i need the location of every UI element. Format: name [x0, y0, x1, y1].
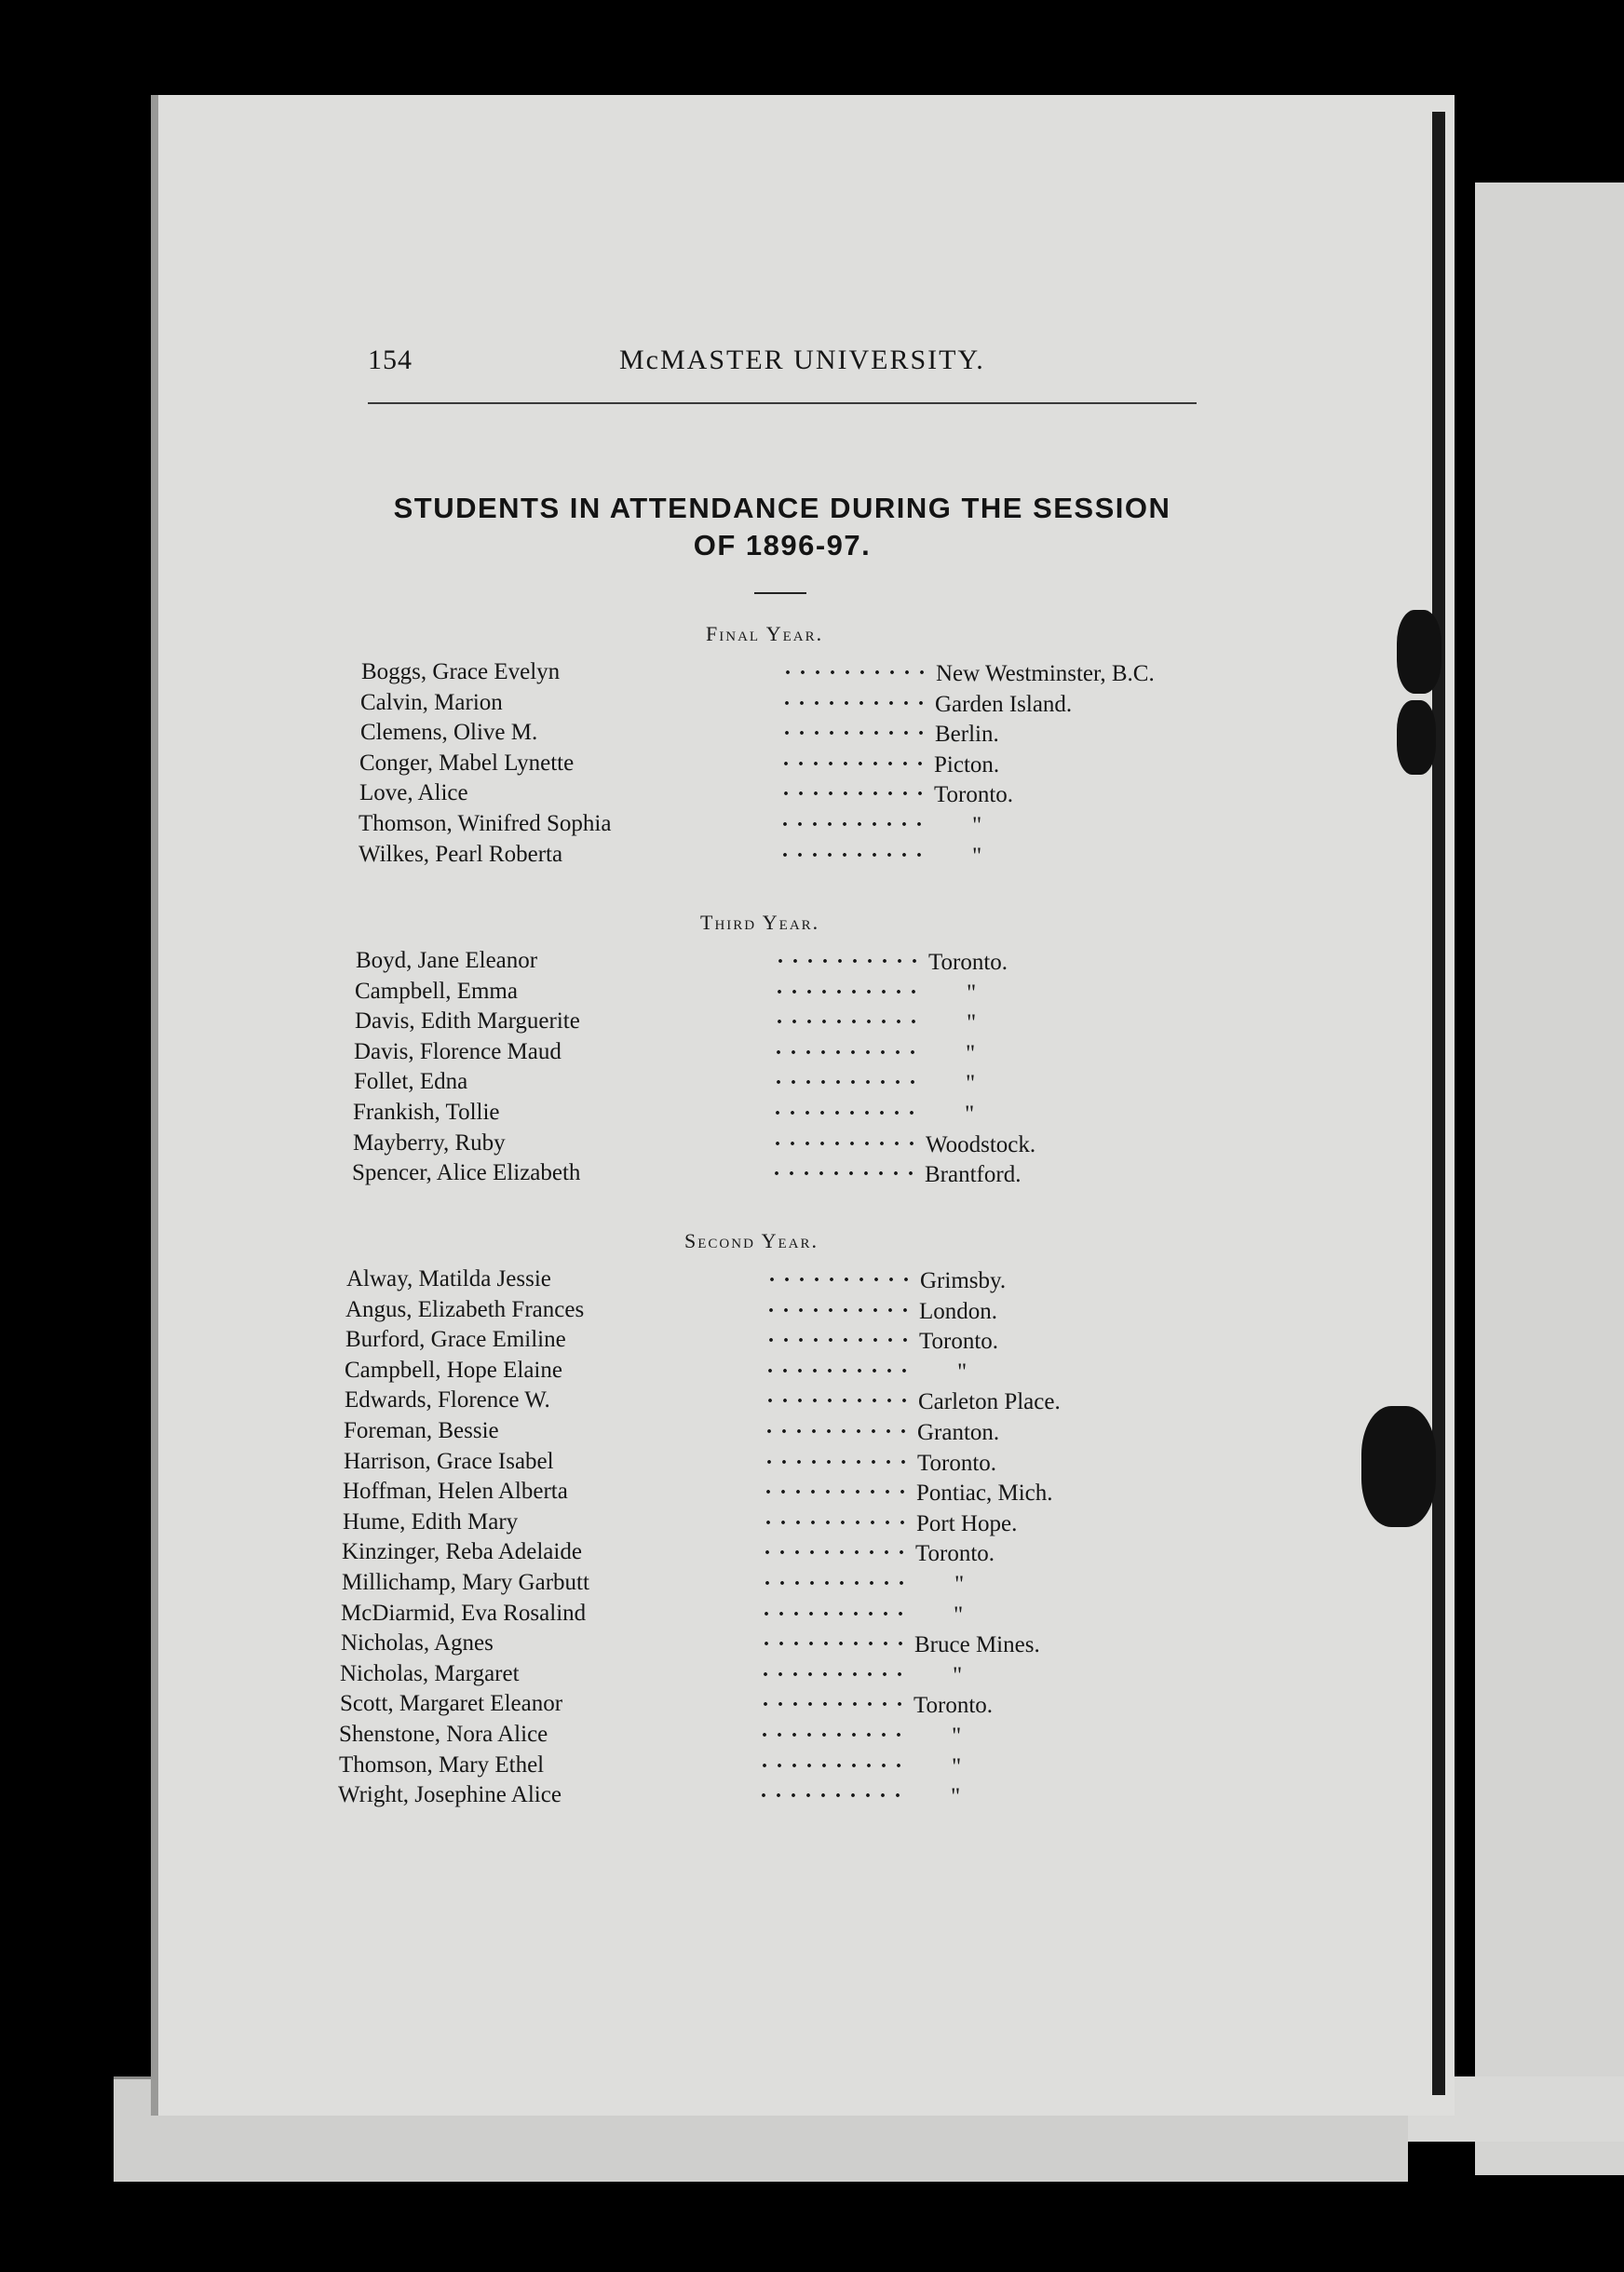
- list-item: [338, 1778, 1201, 1812]
- student-name: Campbell, Hope Elaine: [345, 1357, 562, 1383]
- list-item: [355, 974, 1201, 1008]
- dot-leader: . . . . . . . . . .: [768, 1292, 910, 1318]
- student-hometown: Garden Island.: [935, 691, 1073, 717]
- list-item: [343, 1505, 1201, 1539]
- student-hometown: Grimsby.: [920, 1268, 1007, 1293]
- student-name: Kinzinger, Reba Adelaide: [342, 1539, 582, 1565]
- list-item: [345, 1384, 1201, 1417]
- student-name: Burford, Grace Emiline: [345, 1327, 566, 1353]
- student-hometown: Berlin.: [935, 722, 999, 748]
- student-name: Thomson, Winifred Sophia: [359, 811, 612, 836]
- list-item: [341, 1627, 1201, 1660]
- student-name: Conger, Mabel Lynette: [359, 750, 575, 776]
- dot-leader: . . . . . . . . . .: [777, 974, 918, 999]
- dot-leader: . . . . . . . . . .: [761, 1778, 902, 1804]
- student-hometown: ": [951, 1784, 961, 1810]
- list-item: [340, 1657, 1201, 1691]
- dot-leader: . . . . . . . . . .: [785, 656, 927, 680]
- student-name: Shenstone, Nora Alice: [339, 1722, 548, 1747]
- dot-leader: . . . . . . . . . .: [767, 1384, 909, 1409]
- running-title: McMASTER UNIVERSITY.: [619, 345, 985, 375]
- dot-leader: . . . . . . . . . .: [762, 1748, 903, 1773]
- student-hometown: ": [966, 1071, 976, 1097]
- title-rule: [754, 592, 806, 594]
- student-name: Davis, Florence Maud: [354, 1038, 562, 1064]
- list-item: [360, 716, 1201, 750]
- student-hometown: ": [953, 1662, 963, 1688]
- page-title: [363, 490, 1201, 564]
- list-item: [342, 1535, 1201, 1569]
- list-item: [345, 1353, 1201, 1387]
- student-hometown: London.: [919, 1298, 998, 1324]
- dot-leader: . . . . . . . . . .: [765, 1566, 906, 1590]
- dot-leader: . . . . . . . . . .: [763, 1657, 904, 1682]
- student-name: Frankish, Tollie: [353, 1100, 500, 1125]
- list-item: [346, 1263, 1201, 1296]
- header-rule: [368, 402, 1197, 404]
- student-hometown: Toronto.: [919, 1329, 999, 1355]
- dot-leader: . . . . . . . . . .: [778, 944, 919, 968]
- list-item: [353, 1096, 1201, 1129]
- student-name: Alway, Matilda Jessie: [346, 1266, 551, 1292]
- student-hometown: Toronto.: [914, 1693, 994, 1719]
- list-item: [361, 656, 1201, 689]
- student-name: Angus, Elizabeth Frances: [345, 1296, 585, 1322]
- student-hometown: ": [972, 843, 982, 869]
- binding-stain: [1361, 1406, 1436, 1527]
- student-name: Follet, Edna: [354, 1069, 468, 1095]
- student-hometown: Picton.: [934, 751, 1000, 778]
- list-item: [354, 1035, 1201, 1069]
- dot-leader: . . . . . . . . . .: [765, 1475, 907, 1500]
- dot-leader: . . . . . . . . . .: [769, 1263, 911, 1287]
- student-hometown: ": [965, 1102, 975, 1127]
- dot-leader: . . . . . . . . . .: [784, 716, 926, 741]
- dot-leader: . . . . . . . . . .: [783, 746, 925, 771]
- student-hometown: Bruce Mines.: [914, 1632, 1040, 1658]
- dot-leader: . . . . . . . . . .: [766, 1414, 908, 1439]
- book-spine: [1432, 112, 1445, 2095]
- student-name: Davis, Edith Marguerite: [355, 1008, 580, 1035]
- student-name: Scott, Margaret Eleanor: [340, 1691, 563, 1717]
- dot-leader: . . . . . . . . . .: [782, 807, 924, 832]
- dot-leader: . . . . . . . . . .: [775, 1096, 916, 1120]
- student-hometown: New Westminster, B.C.: [936, 661, 1155, 686]
- student-name: Campbell, Emma: [355, 978, 518, 1004]
- list-item: [359, 777, 1201, 810]
- page-number: 154: [368, 345, 413, 375]
- list-item: [341, 1596, 1201, 1630]
- student-name: Nicholas, Agnes: [341, 1630, 494, 1657]
- student-hometown: Granton.: [917, 1420, 1000, 1445]
- dot-leader: . . . . . . . . . .: [762, 1718, 903, 1742]
- student-hometown: Toronto.: [915, 1541, 995, 1567]
- student-hometown: Toronto.: [928, 950, 1008, 975]
- student-hometown: ": [954, 1602, 964, 1628]
- student-hometown: Woodstock.: [926, 1131, 1036, 1157]
- list-item: [344, 1414, 1201, 1448]
- list-item: [360, 685, 1201, 720]
- student-hometown: ": [966, 1040, 976, 1066]
- list-item: [355, 1005, 1201, 1038]
- student-name: Calvin, Marion: [360, 689, 503, 715]
- list-item: [339, 1748, 1201, 1782]
- dot-leader: . . . . . . . . . .: [774, 1156, 915, 1182]
- student-hometown: ": [972, 813, 982, 838]
- student-name: Mayberry, Ruby: [353, 1129, 506, 1156]
- list-item: [345, 1323, 1201, 1357]
- student-hometown: ": [967, 980, 977, 1006]
- student-name: Clemens, Olive M.: [360, 720, 538, 746]
- section-heading: Second Year.: [684, 1229, 819, 1252]
- list-item: [359, 807, 1201, 841]
- dot-leader: . . . . . . . . . .: [766, 1444, 908, 1469]
- student-name: Harrison, Grace Isabel: [344, 1448, 554, 1474]
- student-hometown: ": [957, 1359, 968, 1385]
- student-hometown: ": [967, 1010, 977, 1036]
- list-item: [359, 746, 1201, 780]
- dot-leader: . . . . . . . . . .: [765, 1535, 906, 1561]
- student-hometown: Port Hope.: [916, 1510, 1018, 1536]
- dot-leader: . . . . . . . . . .: [782, 837, 924, 862]
- student-hometown: Pontiac, Mich.: [916, 1481, 1053, 1507]
- dot-leader: . . . . . . . . . .: [776, 1035, 917, 1060]
- dot-leader: . . . . . . . . . .: [765, 1505, 907, 1530]
- section-heading: Final Year.: [706, 622, 824, 645]
- dot-leader: . . . . . . . . . .: [783, 777, 925, 802]
- student-name: Boyd, Jane Eleanor: [356, 948, 538, 973]
- student-name: Hume, Edith Mary: [343, 1508, 519, 1535]
- dot-leader: . . . . . . . . . .: [777, 1005, 918, 1030]
- dot-leader: . . . . . . . . . .: [775, 1126, 916, 1151]
- dot-leader: . . . . . . . . . .: [768, 1323, 910, 1348]
- student-name: Spencer, Alice Elizabeth: [352, 1160, 581, 1186]
- dot-leader: . . . . . . . . . .: [763, 1687, 904, 1712]
- student-name: McDiarmid, Eva Rosalind: [341, 1600, 587, 1626]
- list-item: [343, 1475, 1201, 1508]
- dot-leader: . . . . . . . . . .: [764, 1627, 905, 1652]
- student-name: Wilkes, Pearl Roberta: [359, 841, 563, 867]
- section-heading: Third Year.: [700, 911, 820, 934]
- student-name: Foreman, Bessie: [344, 1418, 499, 1443]
- list-item: [339, 1718, 1201, 1751]
- binding-stain: [1397, 700, 1436, 775]
- adjacent-page: [1475, 183, 1624, 2175]
- student-name: Nicholas, Margaret: [340, 1660, 520, 1686]
- student-hometown: Brantford.: [925, 1162, 1022, 1188]
- list-item: [354, 1065, 1201, 1099]
- list-item: [345, 1292, 1201, 1327]
- list-item: [353, 1126, 1201, 1160]
- student-name: Wright, Josephine Alice: [338, 1782, 562, 1808]
- student-hometown: ": [954, 1572, 965, 1597]
- dot-leader: . . . . . . . . . .: [767, 1353, 909, 1378]
- student-hometown: Toronto.: [917, 1450, 997, 1476]
- student-name: Edwards, Florence W.: [345, 1387, 550, 1413]
- student-name: Boggs, Grace Evelyn: [361, 659, 561, 684]
- student-hometown: Carleton Place.: [918, 1389, 1061, 1415]
- student-hometown: Toronto.: [934, 782, 1014, 808]
- page-header: [368, 345, 1197, 400]
- list-item: [344, 1444, 1201, 1479]
- student-hometown: ": [952, 1753, 962, 1779]
- title-line-1: STUDENTS IN ATTENDANCE DURING THE SESSION: [393, 492, 1171, 524]
- dot-leader: . . . . . . . . . .: [784, 685, 926, 710]
- student-name: Hoffman, Helen Alberta: [343, 1479, 568, 1505]
- list-item: [352, 1156, 1201, 1190]
- list-item: [359, 837, 1201, 872]
- dot-leader: . . . . . . . . . .: [776, 1065, 917, 1090]
- list-item: [356, 944, 1201, 978]
- list-item: [340, 1687, 1201, 1721]
- dot-leader: . . . . . . . . . .: [764, 1596, 905, 1621]
- student-name: Thomson, Mary Ethel: [339, 1751, 545, 1778]
- list-item: [342, 1566, 1201, 1600]
- title-line-2: OF 1896-97.: [693, 529, 872, 561]
- binding-stain: [1397, 610, 1441, 694]
- student-hometown: ": [952, 1724, 962, 1749]
- student-name: Millichamp, Mary Garbutt: [342, 1570, 589, 1595]
- student-name: Love, Alice: [359, 780, 468, 806]
